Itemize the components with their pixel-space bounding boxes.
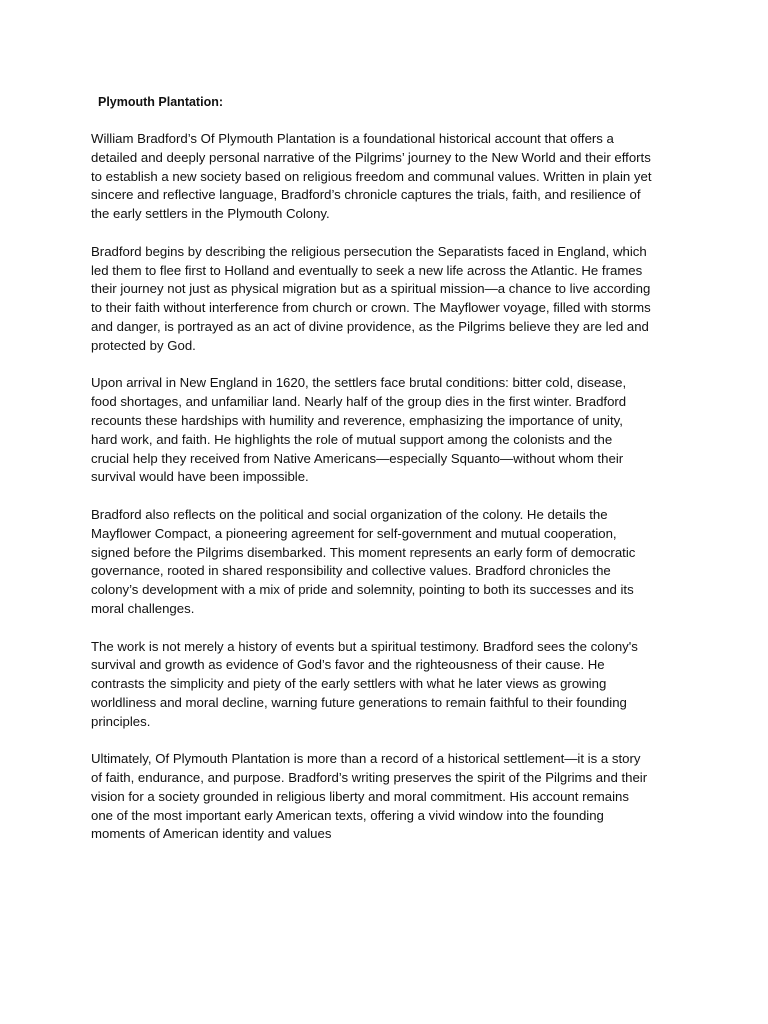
paragraph-line: survival and growth as evidence of God’s favor and the righteousness of their cause. He xyxy=(91,657,605,673)
paragraph-line: of faith, endurance, and purpose. Bradford’s writing preserves the spirit of the Pilgrims and their xyxy=(91,770,648,786)
paragraph-line: governance, rooted in shared responsibility and collective values. Bradford chronicles the xyxy=(91,563,611,579)
paragraph-line: recounts these hardships with humility and reverence, emphasizing the importance of unity, xyxy=(91,412,623,428)
paragraph-line: led them to flee first to Holland and eventually to seek a new life across the Atlantic. He frames xyxy=(91,262,643,278)
body-paragraph xyxy=(91,130,691,224)
body-paragraph xyxy=(91,506,691,619)
document-body xyxy=(91,130,691,863)
paragraph-line: moments of American identity and values xyxy=(91,826,332,842)
paragraph-line: Upon arrival in New England in 1620, the settlers face brutal conditions: bitter cold, disease, xyxy=(91,375,627,391)
body-paragraph xyxy=(91,243,691,356)
paragraph-line: food shortages, and unfamiliar land. Nearly half of the group dies in the first winter. Bradford xyxy=(91,394,627,410)
paragraph-line: The work is not merely a history of events but a spiritual testimony. Bradford sees the colony's xyxy=(91,638,638,654)
paragraph-line: moral challenges. xyxy=(91,600,195,616)
paragraph-line: contrasts the simplicity and piety of the early settlers with what he later views as growing xyxy=(91,676,607,692)
paragraph-line: vision for a society grounded in religious liberty and moral commitment. His account remains xyxy=(91,788,629,804)
paragraph-line: colony’s development with a mix of pride and solemnity, pointing to both its successes and its xyxy=(91,582,634,598)
paragraph-line: worldliness and moral decline, warning future generations to remain faithful to their founding xyxy=(91,694,627,710)
paragraph-line: principles. xyxy=(91,713,151,729)
paragraph-line: their journey not just as physical migration but as a spiritual mission—a chance to live according xyxy=(91,281,651,297)
body-paragraph xyxy=(91,374,691,487)
document-title: Plymouth Plantation: xyxy=(98,95,223,109)
paragraph-line: detailed and deeply personal narrative of the Pilgrims’ journey to the New World and their efforts xyxy=(91,149,651,165)
paragraph-line: to their faith without interference from church or crown. The Mayflower voyage, filled with storms xyxy=(91,300,651,316)
paragraph-line: signed before the Pilgrims disembarked. This moment represents an early form of democratic xyxy=(91,544,636,560)
paragraph-line: one of the most important early American texts, offering a vivid window into the founding xyxy=(91,807,604,823)
paragraph-line: Bradford also reflects on the political and social organization of the colony. He details the xyxy=(91,506,608,522)
paragraph-line: the early settlers in the Plymouth Colony. xyxy=(91,206,330,222)
paragraph-line: William Bradford’s Of Plymouth Plantation is a foundational historical account that offers a xyxy=(91,131,614,146)
paragraph-line: sincere and reflective language, Bradford’s chronicle captures the trials, faith, and resilience of xyxy=(91,187,641,203)
paragraph-line: crucial help they received from Native Americans—especially Squanto—without whom their xyxy=(91,450,624,466)
paragraph-line: protected by God. xyxy=(91,337,196,353)
paragraph-line: Ultimately, Of Plymouth Plantation is more than a record of a historical settlement—it is a story xyxy=(91,751,641,767)
paragraph-line: hard work, and faith. He highlights the role of mutual support among the colonists and the xyxy=(91,431,613,447)
paragraph-line: survival would have been impossible. xyxy=(91,469,309,485)
paragraph-line: Bradford begins by describing the religious persecution the Separatists faced in England, which xyxy=(91,243,647,259)
paragraph-line: Mayflower Compact, a pioneering agreement for self-government and mutual cooperation, xyxy=(91,525,617,541)
paragraph-line: to establish a new society based on religious freedom and communal values. Written in plain yet xyxy=(91,168,652,184)
body-paragraph xyxy=(91,638,691,732)
body-paragraph xyxy=(91,750,691,844)
paragraph-line: and danger, is portrayed as an act of divine providence, as the Pilgrims believe they are led and xyxy=(91,318,649,334)
